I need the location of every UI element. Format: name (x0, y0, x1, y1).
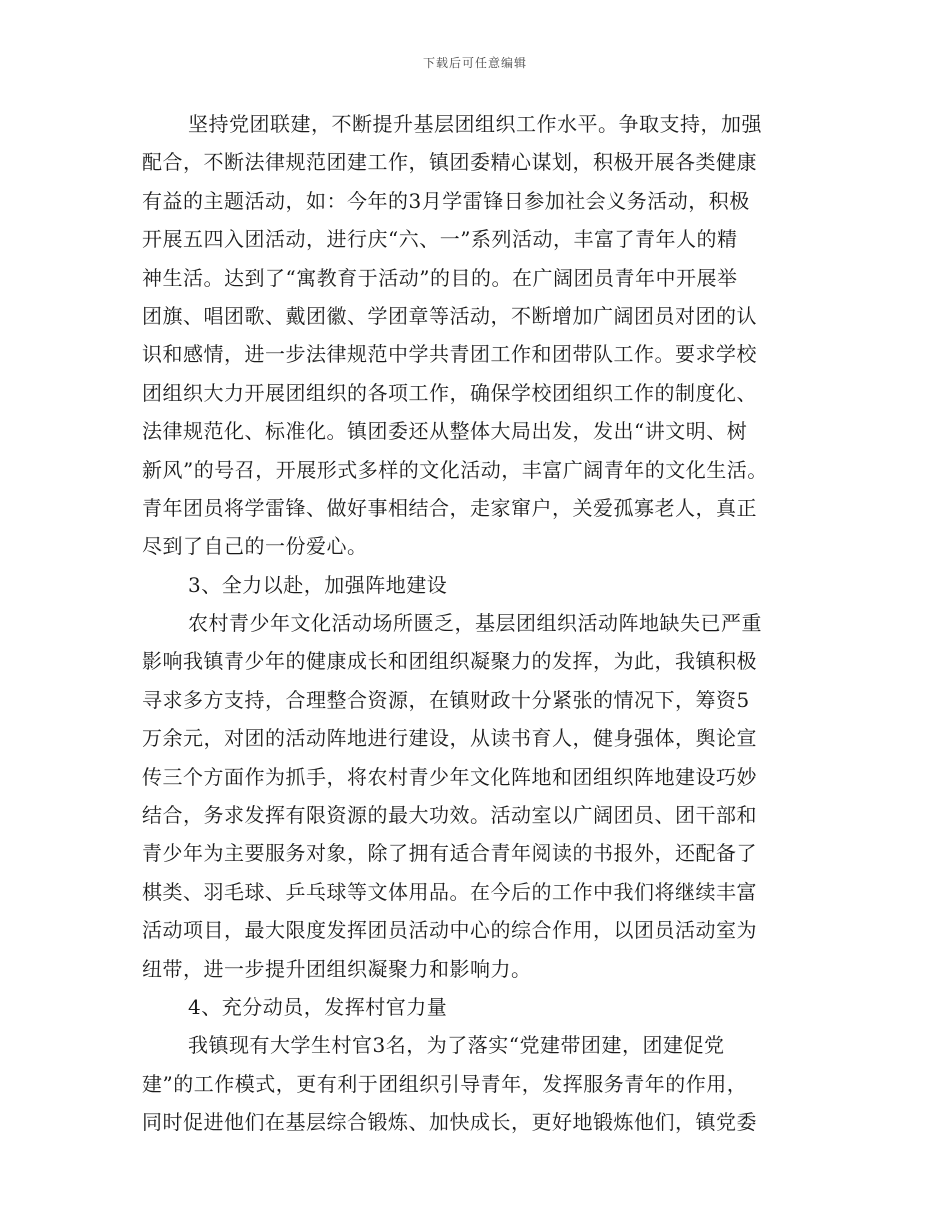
paragraph-line: 青少年为主要服务对象，除了拥有适合青年阅读的书报外，还配备了 (142, 841, 757, 866)
paragraph-line: 尽到了自己的一份爱心。 (142, 534, 368, 559)
paragraph-line: 法律规范化、标准化。镇团委还从整体大局出发，发出“讲文明、树 (142, 419, 748, 444)
page-header: 下载后可任意编辑 (422, 56, 527, 70)
section-heading: 3、全力以赴，加强阵地建设 (188, 572, 448, 597)
document-body (142, 105, 807, 1142)
paragraph-line: 新风”的号召，开展形式多样的文化活动，丰富广阔青年的文化生活。 (142, 457, 768, 482)
paragraph-line: 农村青少年文化活动场所匮乏，基层团组织活动阵地缺失已严重 (188, 611, 762, 636)
paragraph-line: 活动项目，最大限度发挥团员活动中心的综合作用，以团员活动室为 (142, 918, 757, 943)
paragraph-line: 有益的主题活动，如：今年的3月学雷锋日参加社会义务活动，积极 (142, 188, 750, 213)
paragraph-line: 影响我镇青少年的健康成长和团组织凝聚力的发挥，为此，我镇积极 (142, 649, 757, 674)
paragraph-line: 同时促进他们在基层综合锻炼、加快成长，更好地锻炼他们，镇党委 (142, 1110, 757, 1135)
paragraph-line: 团旗、唱团歌、戴团徽、学团章等活动，不断增加广阔团员对团的认 (142, 303, 757, 328)
paragraph-line: 我镇现有大学生村官3名，为了落实“党建带团建，团建促党 (188, 1033, 725, 1058)
paragraph-line: 纽带，进一步提升团组织凝聚力和影响力。 (142, 956, 532, 981)
paragraph-line: 棋类、羽毛球、乒乓球等文体用品。在今后的工作中我们将继续丰富 (142, 879, 757, 904)
paragraph-line: 建”的工作模式，更有利于团组织引导青年，发挥服务青年的作用， (142, 1071, 748, 1096)
paragraph-line: 开展五四入团活动，进行庆“六、一”系列活动，丰富了青年人的精 (142, 227, 738, 252)
paragraph-line: 寻求多方支持，合理整合资源，在镇财政十分紧张的情况下，筹资5 (142, 687, 750, 712)
section-heading: 4、充分动员，发挥村官力量 (188, 994, 448, 1019)
paragraph-line: 神生活。达到了“寓教育于活动”的目的。在广阔团员青年中开展举 (142, 265, 738, 290)
paragraph-line: 万余元，对团的活动阵地进行建设，从读书育人，健身强体，舆论宣 (142, 726, 757, 751)
paragraph-line: 坚持党团联建，不断提升基层团组织工作水平。争取支持，加强 (188, 112, 762, 136)
paragraph-line: 青年团员将学雷锋、做好事相结合，走家窜户，关爱孤寡老人，真正 (142, 495, 757, 520)
paragraph-line: 识和感情，进一步法律规范中学共青团工作和团带队工作。要求学校 (142, 342, 757, 367)
paragraph-line: 结合，务求发挥有限资源的最大功效。活动室以广阔团员、团干部和 (142, 803, 757, 828)
paragraph-line: 团组织大力开展团组织的各项工作，确保学校团组织工作的制度化、 (142, 380, 757, 405)
paragraph-line: 配合，不断法律规范团建工作，镇团委精心谋划，积极开展各类健康 (142, 150, 757, 175)
paragraph-line: 传三个方面作为抓手，将农村青少年文化阵地和团组织阵地建设巧妙 (142, 764, 757, 789)
